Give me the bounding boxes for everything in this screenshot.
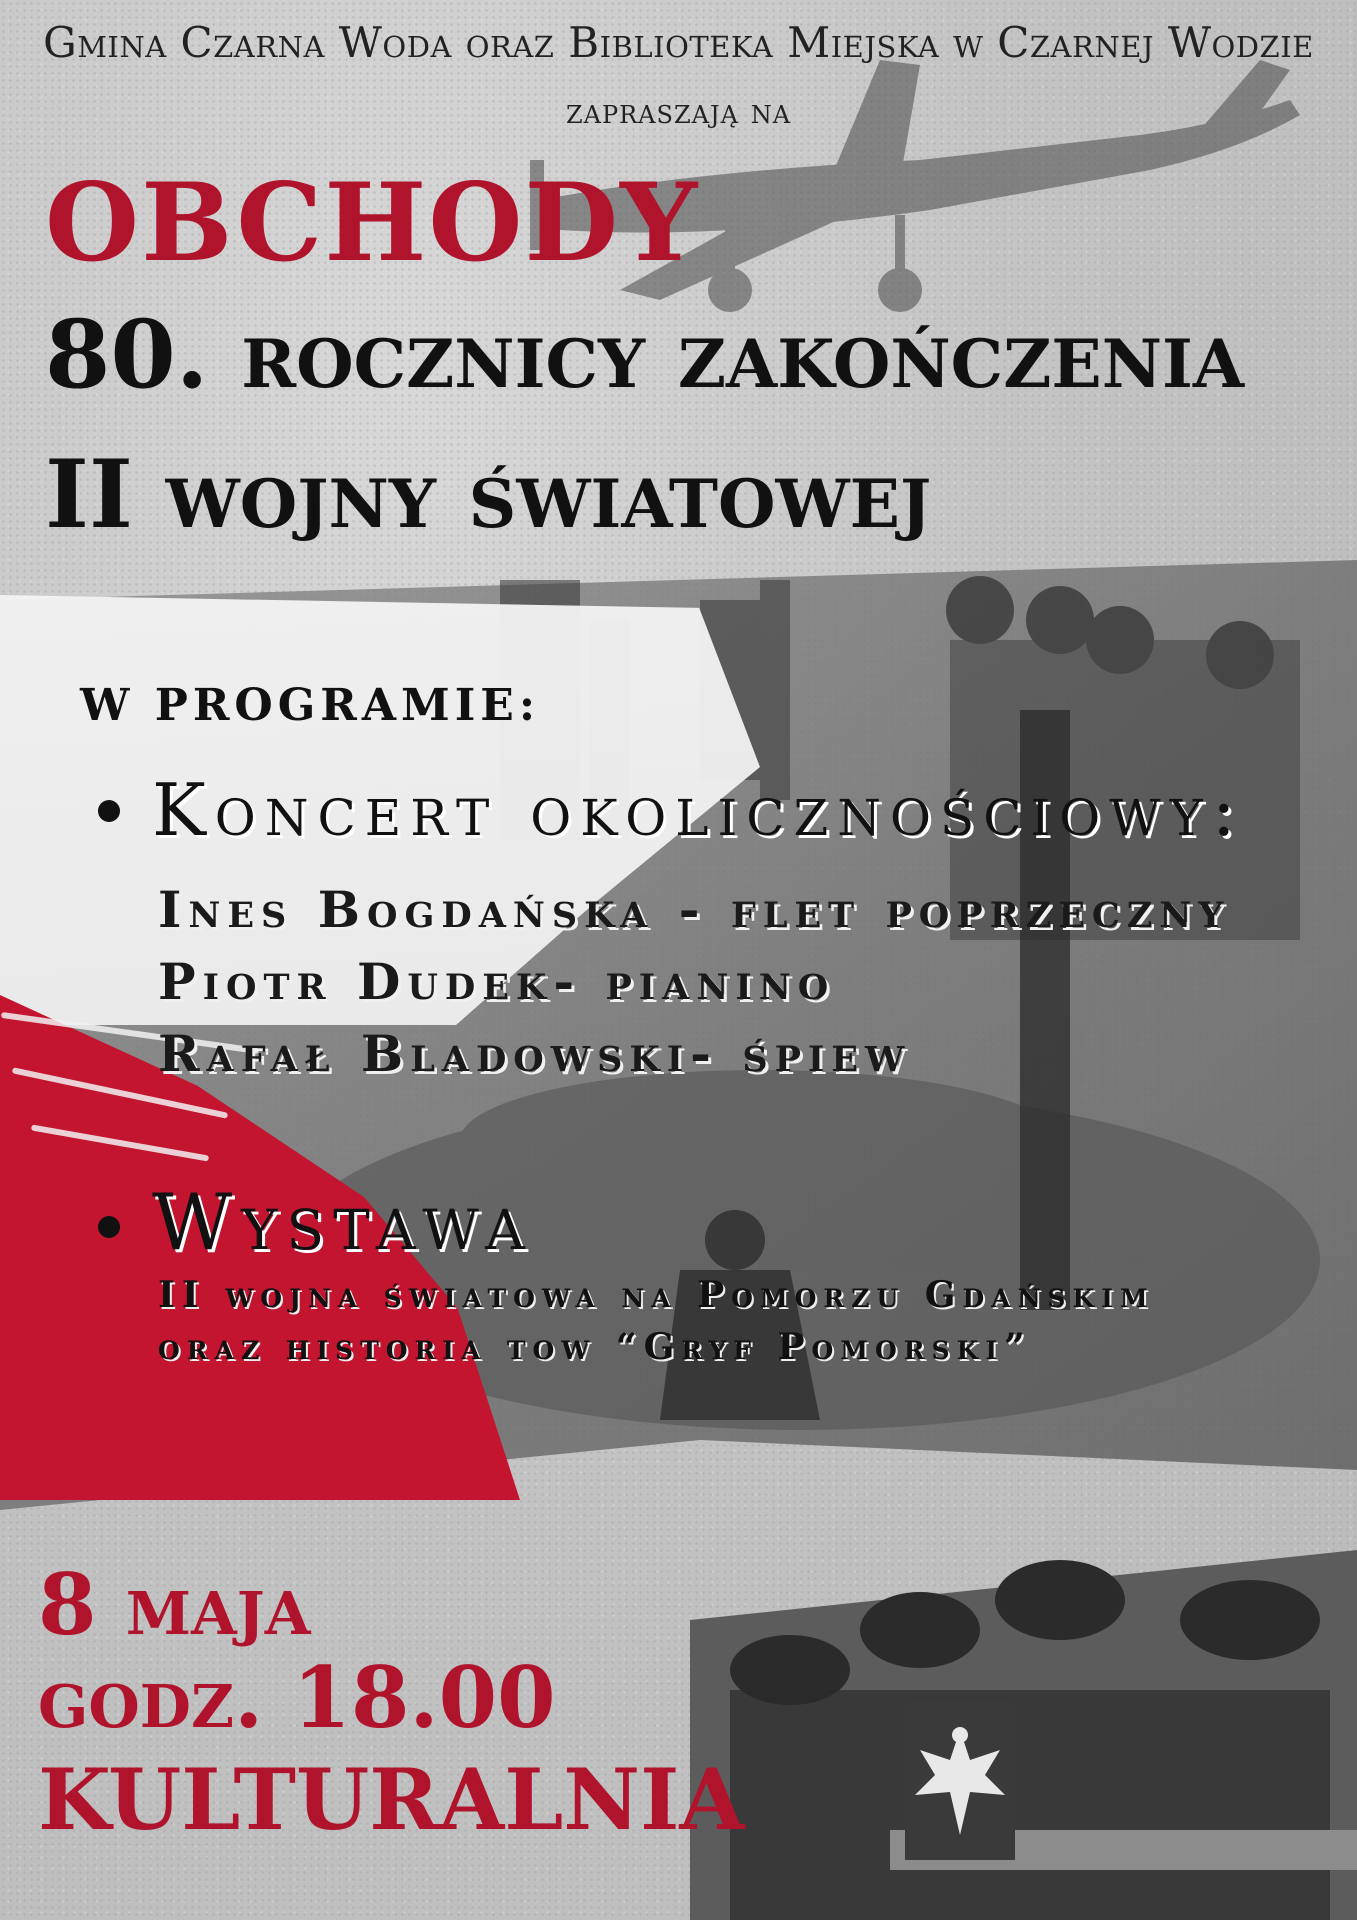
concert-title: Koncert okolicznościowy: xyxy=(152,768,1245,852)
performer-2: Piotr Dudek- pianino xyxy=(158,952,836,1011)
event-date: 8 maja xyxy=(38,1555,311,1654)
event-place: KULTURALNIA xyxy=(38,1750,745,1849)
exhibition-title: Wystawa xyxy=(152,1178,534,1268)
performer-1: Ines Bogdańska - flet poprzeczny xyxy=(158,880,1231,939)
bullet-icon xyxy=(98,800,120,822)
eagle-emblem-icon xyxy=(905,1700,1015,1860)
performer-3: Rafał Bladowski- śpiew xyxy=(158,1024,912,1083)
title-war: II wojny światowej xyxy=(45,440,932,550)
soldiers-photo xyxy=(690,1530,1357,1920)
title-anniversary: 80. rocznicy zakończenia xyxy=(45,300,1245,410)
title-obchody: OBCHODY xyxy=(45,160,700,286)
organizers-line: Gmina Czarna Woda oraz Biblioteka Miejska w Czarnej Wodzie xyxy=(43,18,1314,67)
event-time: godz. 18.00 xyxy=(38,1648,556,1747)
invite-line: zapraszają na xyxy=(565,92,792,132)
exhibition-description-2: oraz historia tow “Gryf Pomorski” xyxy=(158,1326,1032,1368)
program-heading: W PROGRAMIE: xyxy=(80,680,541,731)
exhibition-description-1: II wojna światowa na Pomorzu Gdańskim xyxy=(158,1274,1155,1316)
bullet-icon xyxy=(98,1216,120,1238)
